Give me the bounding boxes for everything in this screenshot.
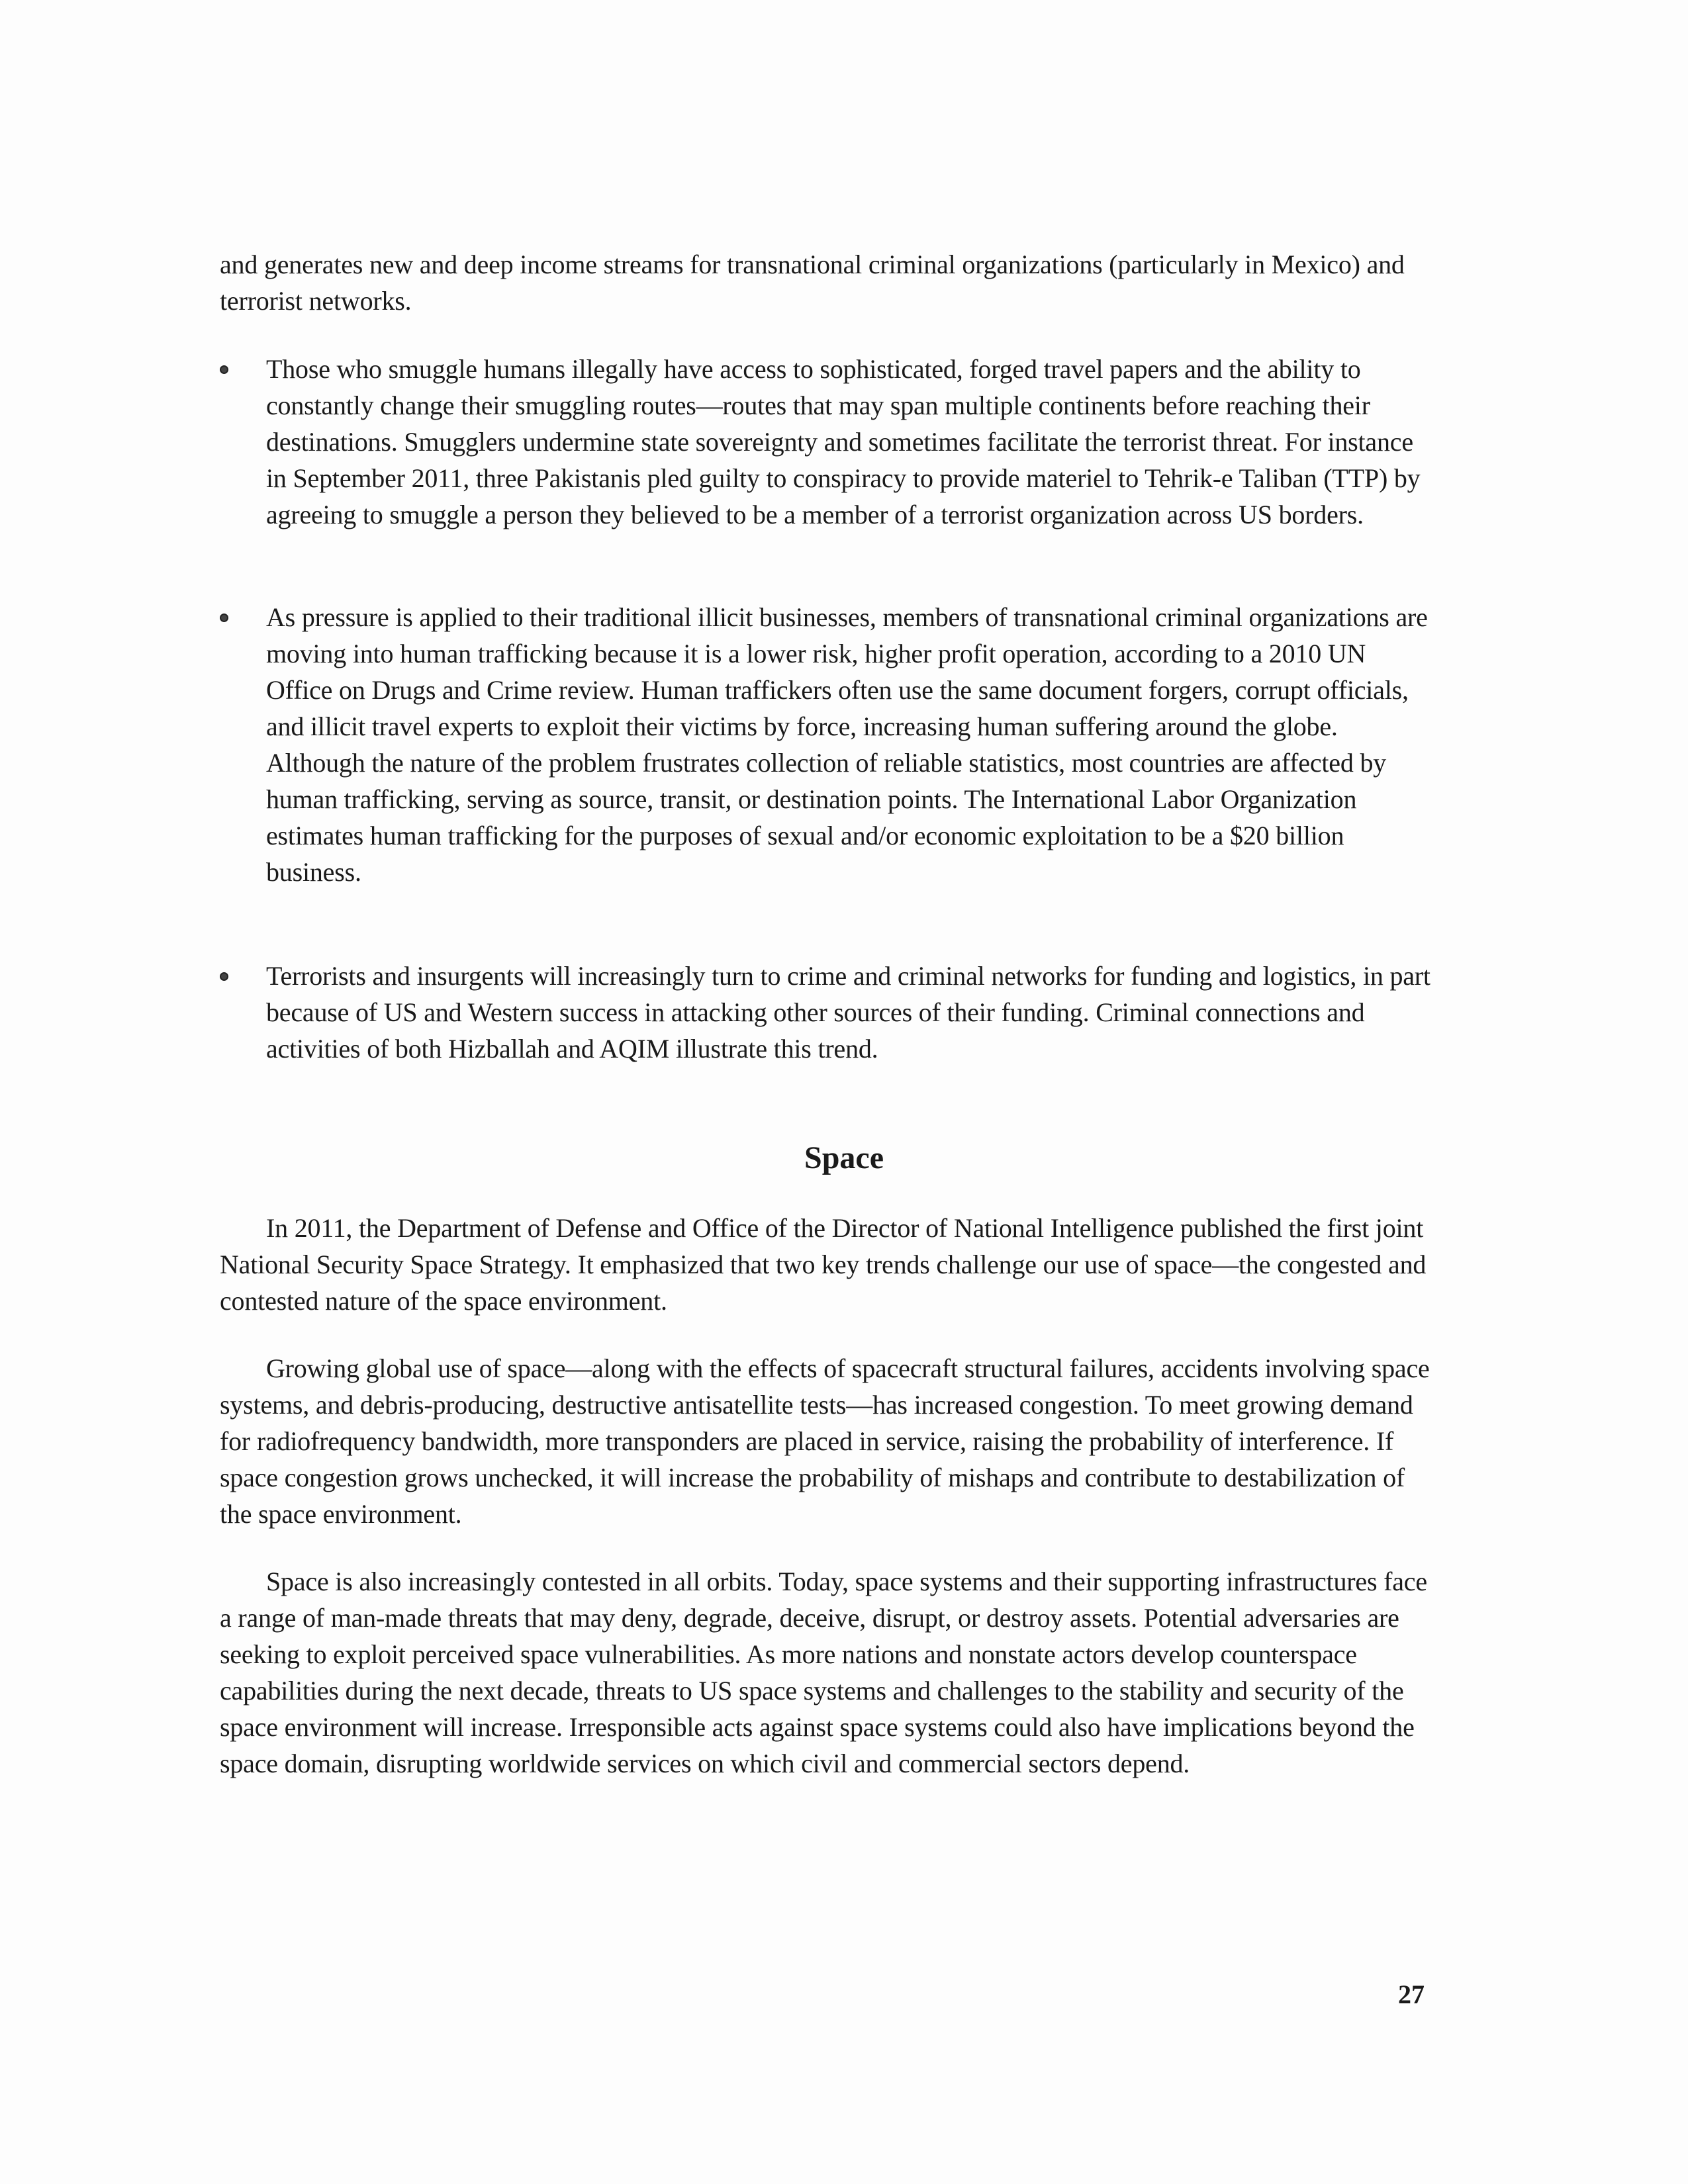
- section-paragraph: Space is also increasingly contested in all orbits. Today, space systems and their supporting infrastructures face a range of man-made threats that may deny, degrade, deceive, disrupt, or destroy assets. Potential adversaries are seeking to exploit perceived space vulnerabilities. As more nations and nonstate actors develop counterspace capabilities during the next decade, threats to US space systems and challenges to the stability and security of the space environment will increase. Irresponsible acts against space systems could also have implications beyond the space domain, disrupting worldwide services on which civil and commercial sectors depend.: [220, 1567, 1427, 1778]
- section-paragraph: In 2011, the Department of Defense and Office of the Director of National Intelligence published the first joint National Security Space Strategy. It emphasized that two key trends challenge our use of space—the congested and contested nature of the space environment.: [220, 1213, 1427, 1316]
- bullet-icon: [220, 972, 228, 981]
- bullet-text: Terrorists and insurgents will increasingly turn to crime and criminal networks for funding and logistics, in part because of US and Western success in attacking other sources of their funding. Criminal connections and activities of both Hizballah and AQIM illustrate this trend.: [266, 961, 1430, 1064]
- bullet-item: [220, 599, 1431, 890]
- section-heading: Space: [804, 1140, 884, 1175]
- page-number: 27: [1398, 1979, 1425, 2009]
- bullet-item: [220, 958, 1431, 1067]
- continuation-paragraph: and generates new and deep income streams for transnational criminal organizations (particularly in Mexico) and terrorist networks.: [220, 250, 1405, 316]
- bullet-text: Those who smuggle humans illegally have access to sophisticated, forged travel papers and the ability to constantly change their smuggling routes—routes that may span multiple continents before reaching their destinations. Smugglers undermine state sovereignty and sometimes facilitate the terrorist threat. For instance in September 2011, three Pakistanis pled guilty to conspiracy to provide materiel to Tehrik-e Taliban (TTP) by agreeing to smuggle a person they believed to be a member of a terrorist organization across US borders.: [266, 354, 1421, 529]
- bullet-icon: [220, 614, 228, 622]
- bullet-icon: [220, 365, 228, 374]
- section-paragraph: Growing global use of space—along with the effects of spacecraft structural failures, accidents involving space systems, and debris-producing, destructive antisatellite tests—has increased congestion. To meet growing demand for radiofrequency bandwidth, more transponders are placed in service, raising the probability of interference. If space congestion grows unchecked, it will increase the probability of mishaps and contribute to destabilization of the space environment.: [220, 1353, 1430, 1529]
- bullet-item: [220, 351, 1431, 533]
- bullet-text: As pressure is applied to their traditional illicit businesses, members of transnational criminal organizations are moving into human trafficking because it is a lower risk, higher profit operation, according to a 2010 UN Office on Drugs and Crime review. Human traffickers often use the same document forgers, corrupt officials, and illicit travel experts to exploit their victims by force, increasing human suffering around the globe. Although the nature of the problem frustrates collection of reliable statistics, most countries are affected by human trafficking, serving as source, transit, or destination points. The International Labor Organization estimates human trafficking for the purposes of sexual and/or economic exploitation to be a $20 billion business.: [266, 602, 1428, 887]
